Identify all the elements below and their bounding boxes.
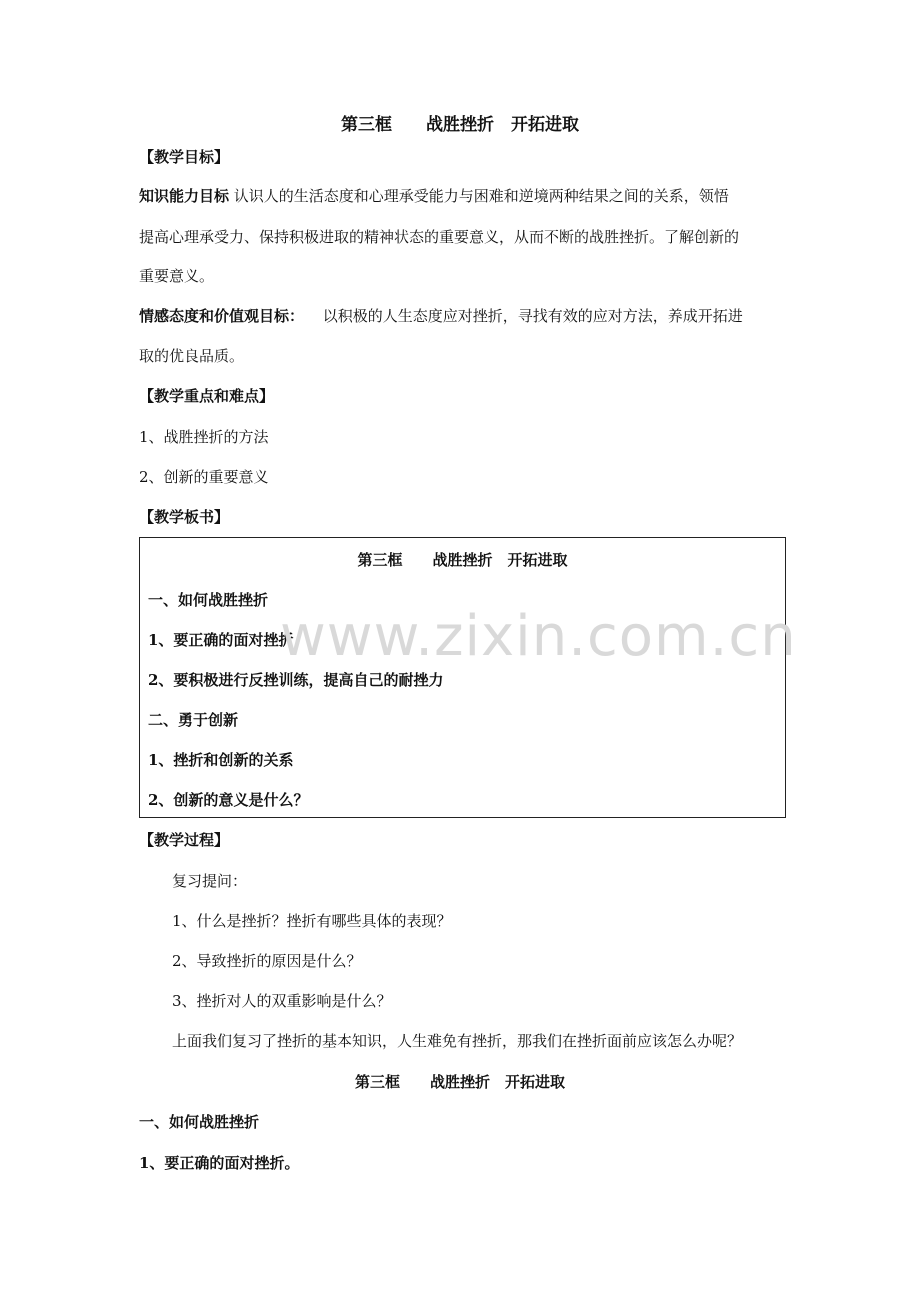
objectives-heading: 【教学目标】 (139, 148, 230, 166)
knowledge-objective-line-2: 提高心理承受力、保持积极进取的精神状态的重要意义，从而不断的战胜挫折。了解创新的 (139, 228, 740, 246)
transition-text: 上面我们复习了挫折的基本知识，人生难免有挫折，那我们在挫折面前应该怎么办呢？ (172, 1032, 743, 1050)
key-point-2: 2、创新的重要意义 (139, 468, 269, 486)
board-line-6: 2、创新的意义是什么？ (148, 791, 309, 809)
board-line-1: 一、如何战胜挫折 (148, 591, 269, 609)
review-question-1: 1、什么是挫折？挫折有哪些具体的表现？ (172, 912, 452, 930)
review-question-2: 2、导致挫折的原因是什么？ (172, 952, 362, 970)
page-title: 第三框 战胜挫折 开拓进取 (341, 115, 579, 135)
board-line-3: 2、要积极进行反挫训练，提高自己的耐挫力 (148, 671, 444, 689)
emotion-objective-text-1: 以积极的人生态度应对挫折，寻找有效的应对方法，养成开拓进 (322, 307, 743, 325)
key-point-1: 1、战胜挫折的方法 (139, 428, 269, 446)
section-title: 第三框 战胜挫折 开拓进取 (354, 1073, 565, 1091)
board-heading: 【教学板书】 (139, 508, 230, 526)
board-line-5: 1、挫折和创新的关系 (148, 751, 294, 769)
board-title: 第三框 战胜挫折 开拓进取 (357, 551, 568, 569)
emotion-objective-label: 情感态度和价值观目标： (139, 307, 305, 325)
watermark: www.zixin.com.cn (280, 604, 797, 669)
key-points-heading: 【教学重点和难点】 (139, 387, 275, 405)
review-question-3: 3、挫折对人的双重影响是什么？ (172, 992, 392, 1010)
knowledge-objective-label: 知识能力目标 (139, 187, 230, 205)
knowledge-objective-line-1 (139, 186, 729, 206)
board-line-2: 1、要正确的面对挫折 (148, 631, 294, 649)
emotion-objective-line-2: 取的优良品质。 (139, 347, 245, 365)
emotion-objective-line-1 (139, 306, 743, 326)
knowledge-objective-line-3: 重要意义。 (139, 267, 215, 285)
knowledge-objective-text-1: 认识人的生活态度和心理承受能力与困难和逆境两种结果之间的关系，领悟 (233, 187, 729, 205)
board-box (139, 537, 786, 818)
board-line-4: 二、勇于创新 (148, 711, 239, 729)
review-label: 复习提问： (172, 872, 248, 890)
section-subheading-1: 一、如何战胜挫折 (139, 1113, 260, 1131)
process-heading: 【教学过程】 (139, 831, 230, 849)
section-subheading-2: 1、要正确的面对挫折。 (139, 1154, 300, 1172)
